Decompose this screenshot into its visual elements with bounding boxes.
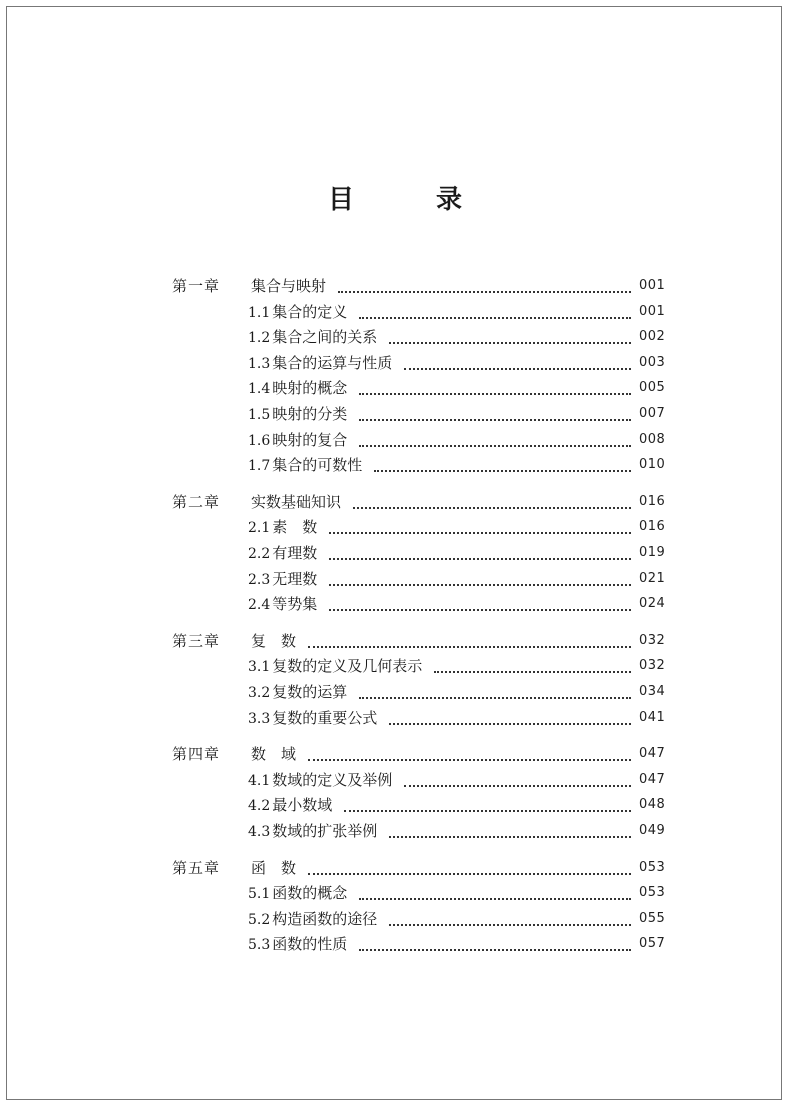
page-number: 019 [639,545,666,560]
dot-leader [329,583,631,611]
section-title: 函数的概念 [272,884,348,903]
section-title: 素 数 [272,518,318,537]
section-number: 1.6 [248,432,271,449]
page-number: 003 [639,354,666,370]
section-number: 1.1 [248,304,271,321]
page-number: 049 [639,823,666,838]
dot-leader [404,759,631,787]
section-entry [248,679,347,706]
dot-leader [359,291,631,319]
page-number: 047 [639,771,666,787]
section-number: 5.3 [248,937,271,954]
page-number: 041 [639,709,666,725]
page-number: 007 [639,406,666,421]
dot-leader [353,481,631,509]
section-number: 1.2 [248,330,271,347]
page-number: 057 [639,936,666,952]
dot-leader [434,645,631,673]
section-entry [248,931,347,958]
section-number: 3.3 [248,710,271,727]
chapter-title: 函 数 [251,858,297,877]
chapter-number: 第五章 [172,858,221,877]
section-title: 集合之间的关系 [272,328,378,347]
section-entry [248,375,347,402]
page-number: 001 [639,278,666,293]
page-number: 021 [639,570,666,586]
chapter-number: 第四章 [172,745,221,764]
dot-leader [389,316,631,344]
page-title: 目 录 [327,185,490,215]
dot-leader [359,367,631,395]
toc-chapter-row[interactable] [7,628,783,654]
section-entry [248,906,377,933]
section-title: 等势集 [272,595,318,614]
dot-leader [404,342,631,370]
section-entry [248,705,377,732]
section-number: 5.1 [248,886,271,903]
page-number: 016 [639,519,666,535]
page-number: 001 [639,303,666,319]
dot-leader [308,620,631,648]
chapter-title: 集合与映射 [251,277,327,295]
page-number: 055 [639,910,666,926]
section-title: 复数的运算 [272,683,348,701]
section-title: 数域的扩张举例 [272,822,378,840]
section-number: 3.1 [248,659,271,676]
section-title: 复数的重要公式 [272,708,378,727]
dot-leader [308,847,631,875]
dot-leader [344,784,631,812]
page-number: 032 [639,658,666,674]
section-title: 复数的定义及几何表示 [272,657,423,676]
chapter-title: 数 域 [251,745,297,764]
section-number: 2.4 [248,597,271,614]
toc-section-row[interactable] [7,705,783,731]
page-number: 005 [639,380,666,396]
toc-section-row[interactable] [7,591,783,617]
dot-leader [359,671,631,699]
section-title: 最小数域 [272,796,333,815]
chapter-number: 第二章 [172,492,221,511]
section-number: 2.2 [248,546,271,562]
section-entry [248,566,317,593]
dot-leader [359,872,631,900]
section-title: 集合的定义 [272,302,348,321]
dot-leader [359,393,631,421]
section-number: 1.7 [248,458,271,475]
toc-chapter-row[interactable] [7,741,783,767]
section-entry [248,880,347,907]
toc-section-row[interactable] [7,452,783,478]
section-title: 映射的分类 [272,405,348,423]
dot-leader [308,733,631,761]
section-number: 1.5 [248,407,271,423]
page-number: 002 [639,329,666,345]
section-entry [248,299,347,326]
dot-leader [359,923,631,951]
page-number: 008 [639,431,666,447]
page-number: 034 [639,684,666,699]
section-number: 4.3 [248,824,271,840]
chapter-number: 第三章 [172,631,221,650]
section-title: 有理数 [272,544,318,562]
section-entry [248,401,347,428]
section-title: 映射的概念 [272,379,348,398]
dot-leader [338,265,631,293]
section-number: 5.2 [248,911,271,928]
page-number: 016 [639,493,666,509]
section-title: 集合的可数性 [272,456,363,475]
page-number: 048 [639,797,666,813]
section-number: 1.3 [248,355,271,372]
section-number: 2.3 [248,571,271,588]
section-title: 数域的定义及举例 [272,770,393,789]
dot-leader [329,506,631,534]
section-entry [248,324,377,351]
page-number: 024 [639,596,666,612]
page-number: 053 [639,859,666,875]
section-entry [248,427,347,454]
section-title: 函数的性质 [272,935,348,954]
section-entry [248,792,332,819]
dot-leader [359,419,631,447]
toc-section-row[interactable] [7,818,783,844]
chapter-number: 第一章 [172,277,221,295]
dot-leader [389,697,631,725]
section-entry [248,514,317,541]
dot-leader [374,444,631,472]
dot-leader [329,532,631,560]
section-number: 4.1 [248,772,271,789]
dot-leader [389,810,631,838]
dot-leader [329,558,631,586]
page-number: 053 [639,885,666,901]
page-number: 047 [639,746,666,762]
document-page [6,6,782,1100]
section-entry [248,818,377,845]
section-number: 4.2 [248,798,271,815]
section-number: 2.1 [248,520,271,537]
section-title: 映射的复合 [272,430,348,449]
dot-leader [389,898,631,926]
page-number: 032 [639,632,666,648]
chapter-title: 实数基础知识 [251,492,342,511]
section-entry [248,540,317,567]
toc-section-row[interactable] [7,324,783,350]
toc-section-row[interactable] [7,931,783,957]
section-entry [248,591,317,618]
section-title: 集合的运算与性质 [272,353,393,372]
chapter-title: 复 数 [251,631,297,650]
page-number: 010 [639,457,666,473]
section-title: 无理数 [272,569,318,588]
section-title: 构造函数的途径 [272,909,378,928]
section-number: 1.4 [248,381,271,398]
section-number: 3.2 [248,685,271,701]
section-entry [248,452,362,479]
